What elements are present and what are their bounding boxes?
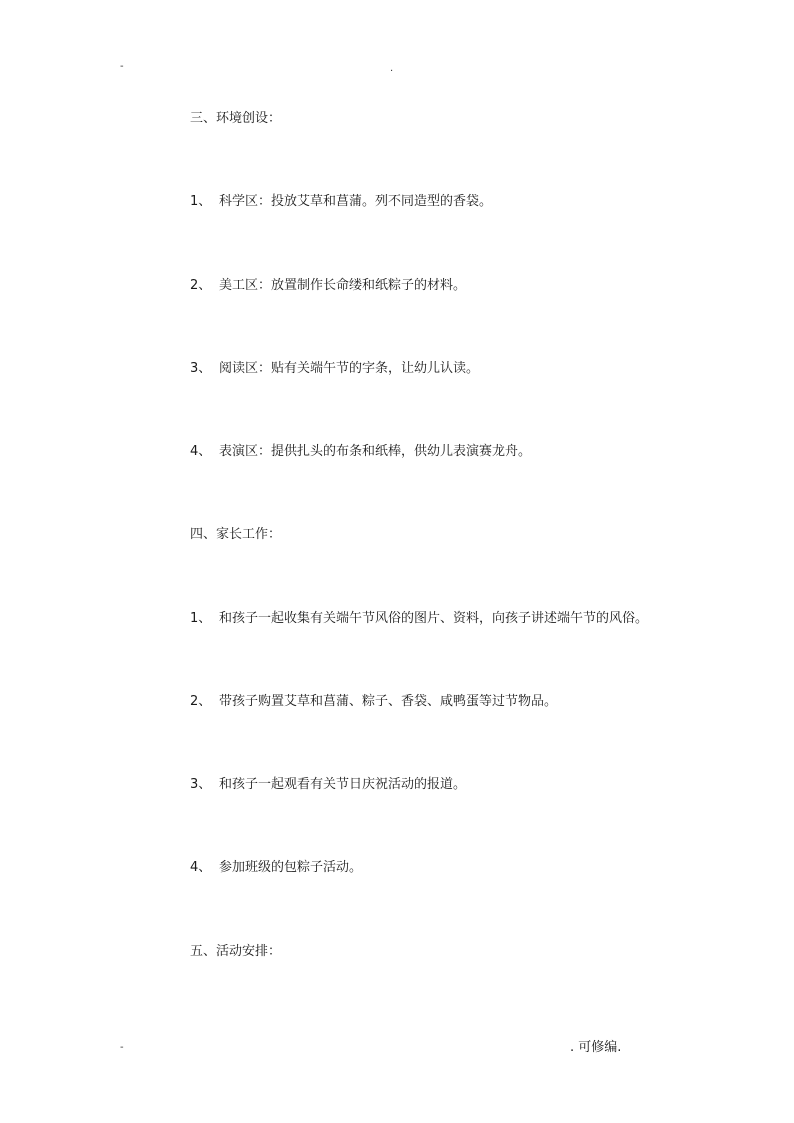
list-item-number: 1、 <box>190 611 212 626</box>
list-item <box>190 193 492 211</box>
list-item-text: 美工区：放置制作长命缕和纸粽子的材料。 <box>219 278 467 293</box>
list-item-number: 4、 <box>190 444 212 459</box>
footer-left-mark: - <box>120 1042 124 1053</box>
list-item <box>190 610 648 628</box>
list-item-text: 和孩子一起收集有关端午节风俗的图片、资料，向孩子讲述端午节的风俗。 <box>219 611 649 626</box>
list-item-text: 表演区：提供扎头的布条和纸棒，供幼儿表演赛龙舟。 <box>219 444 532 459</box>
list-item <box>190 693 557 711</box>
list-item <box>190 776 466 794</box>
section-heading-parents: 四、家长工作： <box>190 527 282 542</box>
list-item-number: 4、 <box>190 860 212 875</box>
list-item-number: 1、 <box>190 194 212 209</box>
list-item <box>190 443 531 461</box>
list-item <box>190 859 362 877</box>
list-item-number: 2、 <box>190 694 212 709</box>
header-left-mark: - <box>120 61 124 72</box>
list-item <box>190 277 466 295</box>
list-item-text: 阅读区：贴有关端午节的字条，让幼儿认读。 <box>219 361 480 376</box>
section-heading-schedule: 五、活动安排： <box>190 944 282 959</box>
list-item-text: 带孩子购置艾草和菖蒲、粽子、香袋、咸鸭蛋等过节物品。 <box>219 694 558 709</box>
list-item-number: 3、 <box>190 361 212 376</box>
header-right-mark: . <box>390 63 394 74</box>
footer-editable-note: . 可修编. <box>570 1040 622 1055</box>
list-item-number: 2、 <box>190 278 212 293</box>
list-item <box>190 360 479 378</box>
section-heading-environment: 三、环境创设： <box>190 111 282 126</box>
list-item-text: 科学区：投放艾草和菖蒲。列不同造型的香袋。 <box>219 194 493 209</box>
list-item-text: 参加班级的包粽子活动。 <box>219 860 363 875</box>
list-item-text: 和孩子一起观看有关节日庆祝活动的报道。 <box>219 777 467 792</box>
list-item-number: 3、 <box>190 777 212 792</box>
